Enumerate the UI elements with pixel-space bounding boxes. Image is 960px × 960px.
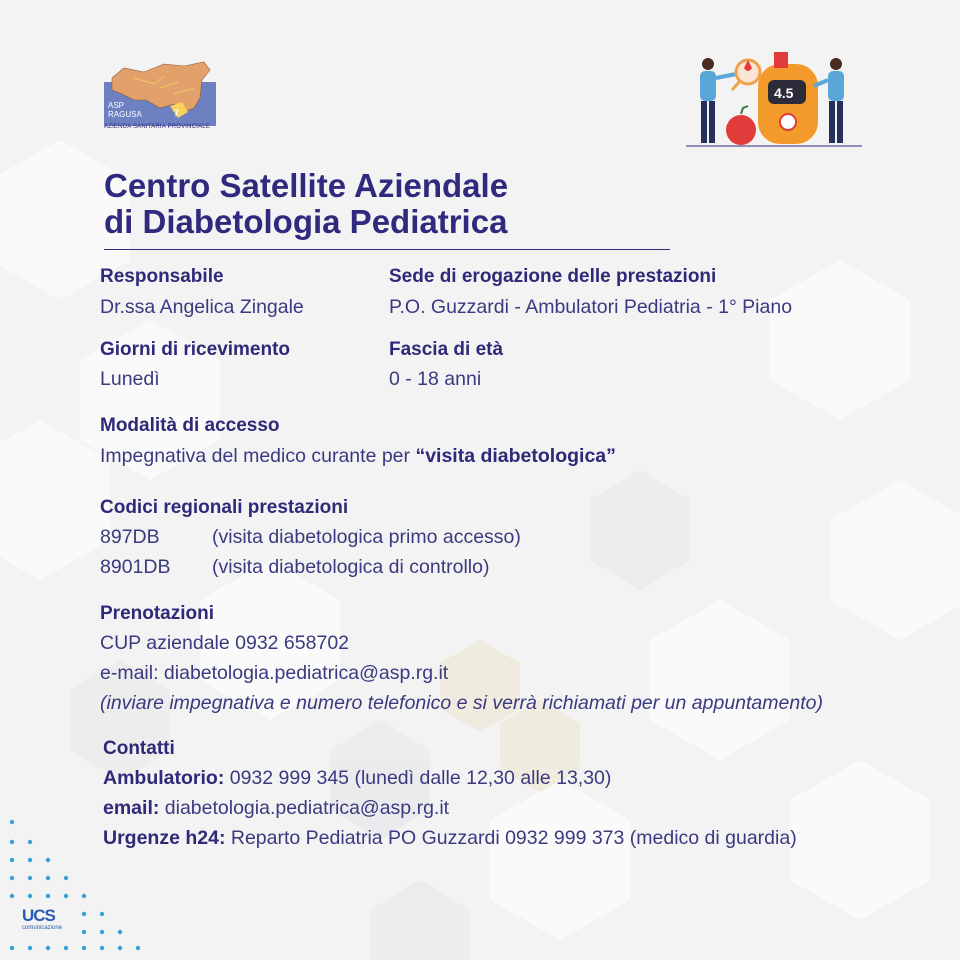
contatti-email <box>103 797 449 820</box>
accesso-value-text: Impegnativa del medico curante per <box>100 445 416 467</box>
email-label: email: <box>103 797 160 819</box>
contatti-label: Contatti <box>103 738 175 759</box>
asp-ragusa-logo <box>104 58 216 134</box>
ambulatorio-label: Ambulatorio: <box>103 767 225 789</box>
codice-desc: (visita diabetologica primo accesso) <box>212 526 521 548</box>
urgenze-value: Reparto Pediatria PO Guzzardi 0932 999 373 (medico di guardia) <box>225 827 797 849</box>
logo-asp-text: ASP <box>108 101 125 110</box>
giorni-label: Giorni di ricevimento <box>100 339 291 360</box>
ucs-logo-subtitle: comunicazione <box>22 925 63 931</box>
codice-desc: (visita diabetologica di controllo) <box>212 556 490 578</box>
dot-pattern-decoration <box>0 812 150 960</box>
accesso-label: Modalità di accesso <box>100 415 280 436</box>
title-line-1: Centro Satellite Aziendale <box>104 167 509 204</box>
contatti-ambulatorio <box>103 767 611 790</box>
prenotazioni-label: Prenotazioni <box>100 603 215 624</box>
codice-row <box>100 526 521 549</box>
prenotazioni-email[interactable]: e-mail: diabetologia.pediatrica@asp.rg.it <box>100 662 449 684</box>
logo-number: 7 <box>174 108 180 118</box>
codice-code: 8901DB <box>100 556 171 578</box>
codici-label: Codici regionali prestazioni <box>100 497 349 518</box>
responsabile-label: Responsabile <box>100 266 224 287</box>
sede-label: Sede di erogazione delle prestazioni <box>389 266 717 287</box>
codice-code: 897DB <box>100 526 160 548</box>
ucs-logo: UCS <box>22 906 55 925</box>
sede-value: P.O. Guzzardi - Ambulatori Pediatria - 1° Piano <box>389 296 793 318</box>
accesso-value <box>100 445 616 468</box>
title-divider <box>104 249 670 250</box>
giorni-value: Lunedì <box>100 368 160 390</box>
fascia-value: 0 - 18 anni <box>389 368 482 390</box>
page-title <box>104 168 508 240</box>
title-line-2: di Diabetologia Pediatrica <box>104 203 508 240</box>
logo-subtitle: AZIENDA SANITARIA PROVINCIALE <box>104 124 211 130</box>
prenotazioni-cup: CUP aziendale 0932 658702 <box>100 632 350 654</box>
meter-reading: 4.5 <box>774 85 794 101</box>
ambulatorio-value: 0932 999 345 (lunedì dalle 12,30 alle 13,30) <box>224 767 612 789</box>
email-value[interactable]: diabetologia.pediatrica@asp.rg.it <box>159 797 450 819</box>
contatti-urgenze <box>103 827 797 850</box>
logo-ragusa-text: RAGUSA <box>108 110 142 119</box>
glucose-meter-illustration <box>686 46 862 148</box>
urgenze-label: Urgenze h24: <box>103 827 226 849</box>
fascia-label: Fascia di età <box>389 339 504 360</box>
accesso-value-highlight: “visita diabetologica” <box>415 445 616 467</box>
responsabile-value: Dr.ssa Angelica Zingale <box>100 296 304 318</box>
codice-row <box>100 556 489 579</box>
prenotazioni-note: (inviare impegnativa e numero telefonico e si verrà richiamati per un appuntamento) <box>100 692 823 714</box>
